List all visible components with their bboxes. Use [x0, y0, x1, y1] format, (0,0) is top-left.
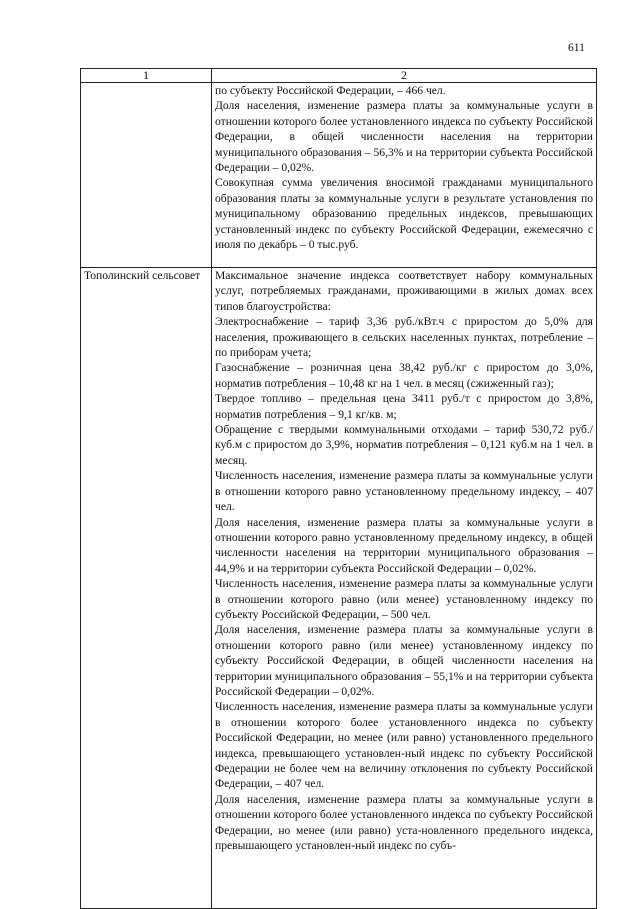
column-header-1: 1 [81, 69, 212, 83]
paragraph: Численность населения, изменение размера платы за коммунальные услуги в отношении которого равно (или менее) установленному индексу по субъекту Российской Федерации, – 500 чел. [215, 577, 593, 621]
paragraph: Совокупная сумма увеличения вносимой гражданами муниципального образования платы за коммунальные услуги в результате установления по муниципальному образованию предельных индексов, превышающих установленный индекс по субъекту Российской Федерации, ежемесячно с июля по декабрь – 0 тыс.руб. [215, 176, 593, 252]
paragraph: Доля населения, изменение размера платы за коммунальные услуги в отношении которого более установленного индекса по субъекту Российской Федерации, но менее (или равно) уста-новленного предельного индекса, превышающего установлен-ный индекс по субъ- [215, 792, 593, 853]
table-row [81, 268, 597, 909]
document-table [80, 68, 597, 909]
column-header-2: 2 [212, 69, 597, 83]
municipality-name-cell [81, 83, 212, 268]
content-cell [212, 268, 597, 909]
page-number: 611 [568, 42, 585, 54]
paragraph: Доля населения, изменение размера платы за коммунальные услуги в отношении которого равно установленному предельному индексу, в общей численности населения на территории муниципального образования – 44,9% и на территории субъекта Российской Федерации – 0,02%. [215, 515, 593, 575]
table-row [81, 83, 597, 268]
paragraph: Доля населения, изменение размера платы за коммунальные услуги в отношении которого более установленного индекса по субъекту Российской Федерации, в общей численности населения на территории муниципального образования – 56,3% и на территории субъекта Российской Федерации – 0,02%. [215, 99, 593, 175]
paragraph: по субъекту Российской Федерации, – 466 чел. [215, 84, 446, 97]
paragraph: Электроснабжение – тариф 3,36 руб./кВт.ч с приростом до 5,0% для населения, проживающего в сельских населенных пунктах, потребление – по приборам учета; [215, 315, 593, 360]
content-cell [212, 83, 597, 268]
paragraph: Твердое топливо – предельная цена 3411 руб./т с приростом до 3,8%, норматив потребления – 9,1 кг/кв. м; [215, 392, 593, 421]
paragraph: Максимальное значение индекса соответствует набору коммунальных услуг, потребляемых гражданами, проживающими в жилых домах всех типов благоустройства: [215, 269, 593, 313]
paragraph: Численность населения, изменение размера платы за коммунальные услуги в отношении которого более установленного индекса по субъекту Российской Федерации, но менее (или равно) установленного предельного индекса, превышающего установлен-ный индекс по субъекту Российской Федерации не более чем на величину отклонения по субъекту Российской Федерации, – 407 чел. [215, 700, 593, 791]
paragraph: Обращение с твердыми коммунальными отходами – тариф 530,72 руб./куб.м с приростом до 3,9%, норматив потребления – 0,121 куб.м на 1 чел. в месяц. [215, 423, 593, 467]
municipality-name-cell: Тополинский сельсовет [81, 268, 212, 909]
paragraph: Доля населения, изменение размера платы за коммунальные услуги в отношении которого равно (или менее) установленному индексу по субъекту Российской Федерации, в общей численности населения на территории муниципального образования – 55,1% и на территории субъекта Российской Федерации – 0,02%. [215, 623, 593, 698]
paragraph: Численность населения, изменение размера платы за коммунальные услуги в отношении которого равно установленному предельному индексу, – 407 чел. [215, 469, 593, 514]
header-row [81, 69, 597, 83]
paragraph: Газоснабжение – розничная цена 38,42 руб./кг с приростом до 3,0%, норматив потребления – 10,48 кг на 1 чел. в месяц (сжиженный газ); [215, 361, 593, 390]
